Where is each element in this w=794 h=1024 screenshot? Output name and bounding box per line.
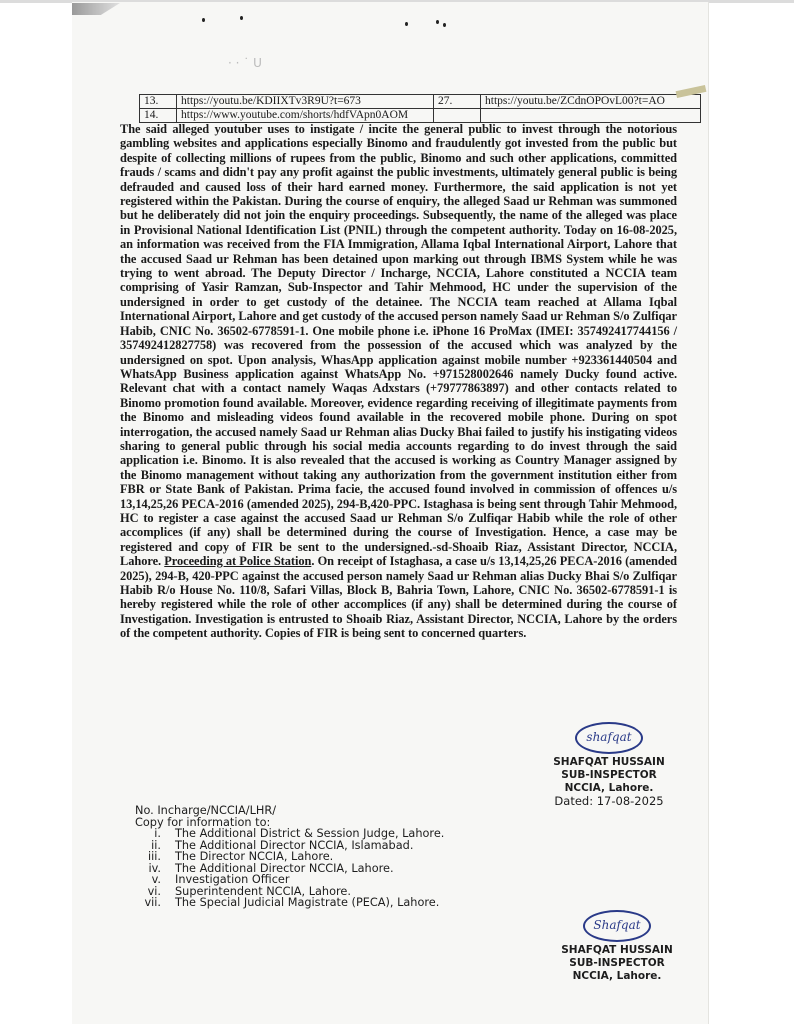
copy-for-information-heading: Copy for information to:: [135, 815, 271, 829]
reference-number: No. Incharge/NCCIA/LHR/: [135, 804, 277, 817]
signatory-rank: SUB-INSPECTOR: [569, 957, 665, 969]
signatory-name: SHAFQAT HUSSAIN: [553, 756, 665, 768]
link-number: 13.: [140, 95, 177, 109]
recipient-text: The Additional District & Session Judge, Lahore.: [175, 827, 445, 840]
table-row: [140, 109, 701, 123]
list-numeral: ii.: [151, 838, 161, 852]
table-row: [140, 95, 701, 109]
link-url: https://www.youtube.com/shorts/hdfVApn0AOM: [177, 109, 434, 123]
faint-page-mark: · · ˙ U: [228, 56, 262, 70]
recipient-text: The Additional Director NCCIA, Islamabad.: [175, 838, 414, 852]
signatory-rank: SUB-INSPECTOR: [561, 769, 657, 781]
list-numeral: iii.: [147, 850, 161, 863]
link-number: [434, 109, 481, 123]
list-item: [135, 851, 515, 863]
link-url: [481, 109, 701, 123]
list-item: [135, 874, 515, 886]
body-text-part1: The said alleged youtuber uses to instigate / incite the general public to invest through the notorious gambling websites and applications especially Binomo and fraudulently got invested from the public but despite of collecting millions of rupees from the public, Binomo and such other applications, committed frauds / scams and didn't pay any profit against the public investments, ultimately general public is being defrauded and caused loss of their hard earned money. Furthermore, the said application is not yet registered within the Pakistan. During the course of enquiry, the alleged Saad ur Rehman was summoned but he deliberately did not join the enquiry proceedings. Subsequently, the name of the alleged was place in Provisional National Identification List (PNIL) through the competent authority. Today on 16-08-2025, an information was received from the FIA Immigration, Allama Iqbal International Airport, Lahore that the accused Saad ur Rehman has been detained upon marking out through IBMS System while he was trying to went abroad. The Deputy Director / Incharge, NCCIA, Lahore constituted a NCCIA team comprising of Yasir Ramzan, Sub-Inspector and Tahir Mehmood, HC under the supervision of the undersigned in order to get custody of the detainee. The NCCIA team reached at Allama Iqbal International Airport, Lahore and get custody of the accused person namely Saad ur Rehman S/o Zulfiqar Habib, CNIC No. 36502-6778591-1. One mobile phone i.e. iPhone 16 ProMax (IMEI: 357492417744156 / 357492412827758) was recovered from the possession of the accused which was analyzed by the undersigned on spot. Upon analysis, WhasApp application against mobile number +923361440504 and WhatsApp Business application against WhatsApp No. +971528002646 namely Ducky found active. Relevant chat with a contact namely Waqas Adxstars (+79777863897) and other contacts related to Binomo promotion found available. Moreover, evidence regarding receiving of illegitimate payments from the Binomo and misleading videos found available in the recovered mobile phone. During on spot interrogation, the accused namely Saad ur Rehman alias Ducky Bhai failed to justify his instigating videos sharing to general public through his social media accounts regarding to do invest through the said application i.e. Binomo. It is also revealed that the accused is working as Country Manager assigned by the Binomo management without taking any authorization from the government institution either from FBR or State Bank of Pakistan. Prima facie, the accused found involved in commission of offences u/s 13,14,25,26 PECA-2016 (amended 2025), 294-B,420-PPC. Istaghasa is being sent through Tahir Mehmood, HC to register a case against the accused Saad ur Rehman S/o Zulfiqar Habib while the role of other accomplices (if any) shall be determined during the course of Investigation. Hence, a case may be registered and copy of FIR be sent to the undersigned.-sd-Shoaib Riaz, Assistant Director, NCCIA, Lahore.: [120, 122, 677, 569]
list-numeral: iv.: [148, 861, 161, 875]
list-numeral: vi.: [147, 884, 161, 898]
recipient-text: The Special Judicial Magistrate (PECA), Lahore.: [175, 896, 440, 909]
list-numeral: i.: [154, 827, 161, 840]
list-numeral: vii.: [144, 896, 161, 909]
list-item: [135, 828, 515, 840]
proceeding-heading: Proceeding at Police Station: [164, 554, 312, 569]
link-number: 14.: [140, 109, 177, 123]
signatory-name: SHAFQAT HUSSAIN: [561, 944, 673, 956]
recipient-text: The Additional Director NCCIA, Lahore.: [175, 861, 394, 875]
youtube-links-table: [139, 94, 701, 123]
link-url: https://youtu.be/ZCdnOPOvL00?t=AO: [481, 95, 701, 109]
recipient-text: Superintendent NCCIA, Lahore.: [175, 884, 351, 898]
fir-body-paragraph: [120, 122, 677, 641]
list-item: [135, 897, 515, 909]
recipient-text: The Director NCCIA, Lahore.: [175, 850, 334, 863]
recipient-list: [135, 828, 515, 909]
signature-block-dispatch: [552, 910, 682, 983]
body-text-part2: . On receipt of Istaghasa, a case u/s 13,14,25,26 PECA-2016 (amended 2025), 294-B, 420-PPC against the accused person namely Saad ur Rehman alias Ducky Bhai S/o Zulfiqar Habib R/o House No. 110/8, Safari Villas, Block B, Bahria Town, Lahore, CNIC No. 36502-6778591-1 is hereby registered while the role of other accomplices (if any) shall be determined during the course of Investigation. Investigation is entrusted to Shoaib Riaz, Assistant Director, NCCIA, Lahore by the orders of the competent authority. Copies of FIR is being sent to concerned quarters.: [120, 554, 677, 641]
signature-scribble: Shafqat: [583, 910, 651, 942]
signature-block-dated: [544, 722, 674, 808]
dispatch-section: [135, 805, 515, 909]
link-url: https://youtu.be/KDIIXTv3R9U?t=673: [177, 95, 434, 109]
signature-date: Dated: 17-08-2025: [554, 794, 664, 808]
list-numeral: v.: [151, 873, 161, 886]
link-number: 27.: [434, 95, 481, 109]
signature-scribble: shafqat: [575, 722, 643, 754]
signatory-office: NCCIA, Lahore.: [572, 970, 662, 982]
recipient-text: Investigation Officer: [175, 873, 290, 886]
signatory-office: NCCIA, Lahore.: [564, 782, 654, 794]
